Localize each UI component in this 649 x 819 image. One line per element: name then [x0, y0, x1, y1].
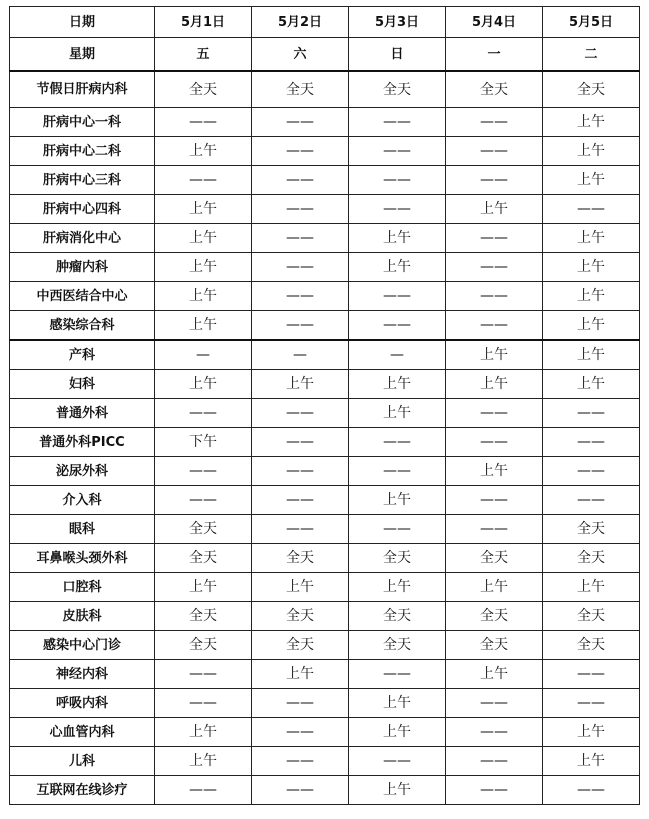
schedule-cell: —— — [543, 660, 640, 689]
schedule-cell: 上午 — [543, 166, 640, 195]
department-name: 普通外科 — [10, 399, 155, 428]
schedule-cell: 上午 — [349, 253, 446, 282]
schedule-cell: —— — [543, 195, 640, 224]
schedule-cell: 上午 — [543, 747, 640, 776]
schedule-cell: —— — [155, 660, 252, 689]
schedule-cell: —— — [155, 399, 252, 428]
schedule-cell: —— — [446, 399, 543, 428]
schedule-cell: 上午 — [155, 137, 252, 166]
schedule-cell: 全天 — [155, 544, 252, 573]
schedule-cell: 上午 — [252, 370, 349, 399]
department-name: 皮肤科 — [10, 602, 155, 631]
department-name: 介入科 — [10, 486, 155, 515]
schedule-cell: —— — [543, 428, 640, 457]
schedule-row — [10, 137, 640, 166]
weekday-header-cell: 日 — [349, 38, 446, 72]
department-name: 妇科 — [10, 370, 155, 399]
schedule-cell: 全天 — [252, 544, 349, 573]
schedule-cell: 上午 — [543, 108, 640, 137]
schedule-cell: —— — [155, 457, 252, 486]
schedule-cell: —— — [446, 718, 543, 747]
schedule-cell: —— — [252, 253, 349, 282]
schedule-cell: —— — [252, 718, 349, 747]
schedule-row — [10, 631, 640, 660]
schedule-row — [10, 108, 640, 137]
schedule-cell: 全天 — [543, 71, 640, 108]
schedule-row — [10, 544, 640, 573]
schedule-cell: —— — [252, 457, 349, 486]
schedule-row — [10, 689, 640, 718]
schedule-cell: —— — [349, 457, 446, 486]
schedule-cell: 上午 — [155, 195, 252, 224]
schedule-row — [10, 340, 640, 370]
schedule-cell: —— — [446, 486, 543, 515]
schedule-cell: 全天 — [543, 544, 640, 573]
schedule-cell: 上午 — [543, 718, 640, 747]
schedule-row — [10, 515, 640, 544]
schedule-cell: —— — [543, 486, 640, 515]
schedule-cell: —— — [446, 428, 543, 457]
schedule-cell: —— — [446, 776, 543, 805]
date-header-label: 日期 — [10, 7, 155, 38]
schedule-cell: 全天 — [155, 515, 252, 544]
schedule-row — [10, 282, 640, 311]
header-row-weekdays — [10, 38, 640, 72]
schedule-cell: —— — [252, 776, 349, 805]
department-name: 肝病消化中心 — [10, 224, 155, 253]
schedule-cell: 上午 — [349, 573, 446, 602]
schedule-cell: 上午 — [252, 573, 349, 602]
weekday-header-label: 星期 — [10, 38, 155, 72]
schedule-cell: 上午 — [252, 660, 349, 689]
schedule-cell: —— — [155, 776, 252, 805]
department-name: 肝病中心一科 — [10, 108, 155, 137]
schedule-cell: 全天 — [155, 602, 252, 631]
schedule-row — [10, 311, 640, 341]
schedule-cell: —— — [543, 776, 640, 805]
schedule-row — [10, 457, 640, 486]
schedule-cell: 全天 — [349, 71, 446, 108]
schedule-cell: —— — [155, 486, 252, 515]
schedule-row — [10, 602, 640, 631]
schedule-row — [10, 660, 640, 689]
schedule-cell: 上午 — [349, 776, 446, 805]
schedule-cell: 全天 — [446, 631, 543, 660]
department-name: 呼吸内科 — [10, 689, 155, 718]
schedule-cell: —— — [446, 311, 543, 341]
schedule-cell: —— — [252, 747, 349, 776]
schedule-cell: 上午 — [349, 370, 446, 399]
schedule-cell: 上午 — [349, 689, 446, 718]
schedule-cell: 上午 — [155, 311, 252, 341]
schedule-cell: —— — [155, 689, 252, 718]
schedule-cell: —— — [252, 399, 349, 428]
schedule-cell: 上午 — [349, 486, 446, 515]
schedule-cell: 全天 — [349, 631, 446, 660]
schedule-cell: —— — [349, 428, 446, 457]
schedule-row — [10, 399, 640, 428]
schedule-cell: 下午 — [155, 428, 252, 457]
schedule-cell: 上午 — [155, 224, 252, 253]
schedule-cell: —— — [349, 747, 446, 776]
department-name: 肿瘤内科 — [10, 253, 155, 282]
department-name: 节假日肝病内科 — [10, 71, 155, 108]
schedule-row — [10, 71, 640, 108]
schedule-row — [10, 166, 640, 195]
schedule-cell: —— — [252, 108, 349, 137]
schedule-cell: —— — [446, 747, 543, 776]
schedule-row — [10, 573, 640, 602]
weekday-header-cell: 一 — [446, 38, 543, 72]
schedule-cell: 上午 — [446, 195, 543, 224]
schedule-cell: 全天 — [349, 544, 446, 573]
schedule-cell: —— — [252, 195, 349, 224]
schedule-cell: 上午 — [543, 253, 640, 282]
schedule-cell: —— — [252, 689, 349, 718]
department-name: 中西医结合中心 — [10, 282, 155, 311]
schedule-cell: 上午 — [543, 370, 640, 399]
schedule-cell: 全天 — [446, 71, 543, 108]
schedule-cell: —— — [252, 515, 349, 544]
schedule-cell: —— — [252, 311, 349, 341]
schedule-cell: —— — [155, 166, 252, 195]
schedule-row — [10, 776, 640, 805]
schedule-cell: 上午 — [543, 340, 640, 370]
weekday-header-cell: 六 — [252, 38, 349, 72]
date-header-cell: 5月1日 — [155, 7, 252, 38]
weekday-header-cell: 二 — [543, 38, 640, 72]
department-name: 泌尿外科 — [10, 457, 155, 486]
schedule-cell: —— — [252, 486, 349, 515]
schedule-cell: —— — [446, 515, 543, 544]
department-name: 产科 — [10, 340, 155, 370]
schedule-cell: 上午 — [155, 370, 252, 399]
schedule-cell: 全天 — [543, 631, 640, 660]
schedule-cell: 全天 — [349, 602, 446, 631]
schedule-cell: —— — [543, 457, 640, 486]
schedule-cell: —— — [446, 108, 543, 137]
department-name: 肝病中心四科 — [10, 195, 155, 224]
date-header-cell: 5月3日 — [349, 7, 446, 38]
schedule-row — [10, 253, 640, 282]
schedule-cell: 上午 — [349, 718, 446, 747]
department-name: 口腔科 — [10, 573, 155, 602]
schedule-row — [10, 747, 640, 776]
schedule-cell: — — [155, 340, 252, 370]
department-name: 心血管内科 — [10, 718, 155, 747]
schedule-cell: —— — [543, 689, 640, 718]
schedule-cell: 上午 — [446, 370, 543, 399]
date-header-cell: 5月2日 — [252, 7, 349, 38]
schedule-cell: 上午 — [155, 253, 252, 282]
schedule-cell: 全天 — [252, 602, 349, 631]
schedule-cell: —— — [155, 108, 252, 137]
department-name: 眼科 — [10, 515, 155, 544]
schedule-cell: —— — [252, 282, 349, 311]
schedule-cell: 上午 — [155, 573, 252, 602]
schedule-cell: —— — [446, 282, 543, 311]
weekday-header-cell: 五 — [155, 38, 252, 72]
schedule-row — [10, 718, 640, 747]
schedule-cell: —— — [252, 224, 349, 253]
schedule-cell: 上午 — [155, 747, 252, 776]
department-name: 神经内科 — [10, 660, 155, 689]
schedule-cell: 全天 — [155, 71, 252, 108]
schedule-cell: 全天 — [446, 602, 543, 631]
schedule-cell: 上午 — [543, 224, 640, 253]
schedule-cell: —— — [446, 137, 543, 166]
schedule-cell: 全天 — [543, 515, 640, 544]
schedule-cell: —— — [446, 689, 543, 718]
header-row-dates — [10, 7, 640, 38]
schedule-cell: —— — [349, 166, 446, 195]
schedule-cell: 上午 — [349, 224, 446, 253]
schedule-cell: 全天 — [543, 602, 640, 631]
department-name: 肝病中心三科 — [10, 166, 155, 195]
schedule-cell: 上午 — [543, 311, 640, 341]
schedule-row — [10, 486, 640, 515]
schedule-cell: — — [349, 340, 446, 370]
schedule-row — [10, 428, 640, 457]
schedule-cell: 上午 — [543, 137, 640, 166]
schedule-cell: 上午 — [349, 399, 446, 428]
schedule-cell: —— — [349, 195, 446, 224]
schedule-cell: 全天 — [155, 631, 252, 660]
schedule-row — [10, 224, 640, 253]
department-name: 互联网在线诊疗 — [10, 776, 155, 805]
schedule-cell: —— — [349, 137, 446, 166]
department-name: 普通外科PICC — [10, 428, 155, 457]
date-header-cell: 5月4日 — [446, 7, 543, 38]
schedule-cell: —— — [349, 108, 446, 137]
schedule-cell: — — [252, 340, 349, 370]
schedule-cell: 上午 — [155, 718, 252, 747]
schedule-cell: 上午 — [543, 573, 640, 602]
schedule-table-body — [10, 7, 640, 805]
schedule-cell: 上午 — [543, 282, 640, 311]
schedule-cell: 上午 — [446, 457, 543, 486]
schedule-cell: —— — [349, 660, 446, 689]
schedule-cell: —— — [252, 137, 349, 166]
department-name: 耳鼻喉头颈外科 — [10, 544, 155, 573]
schedule-cell: —— — [349, 311, 446, 341]
schedule-cell: —— — [446, 253, 543, 282]
department-name: 儿科 — [10, 747, 155, 776]
date-header-cell: 5月5日 — [543, 7, 640, 38]
holiday-clinic-schedule-table — [9, 6, 640, 805]
schedule-cell: —— — [446, 166, 543, 195]
department-name: 感染中心门诊 — [10, 631, 155, 660]
schedule-cell: 全天 — [252, 71, 349, 108]
department-name: 肝病中心二科 — [10, 137, 155, 166]
schedule-cell: —— — [349, 515, 446, 544]
schedule-cell: —— — [252, 166, 349, 195]
schedule-cell: —— — [543, 399, 640, 428]
schedule-cell: 全天 — [252, 631, 349, 660]
department-name: 感染综合科 — [10, 311, 155, 341]
schedule-cell: —— — [446, 224, 543, 253]
schedule-row — [10, 370, 640, 399]
schedule-cell: 上午 — [446, 340, 543, 370]
schedule-row — [10, 195, 640, 224]
schedule-cell: 上午 — [155, 282, 252, 311]
schedule-cell: —— — [349, 282, 446, 311]
schedule-cell: 上午 — [446, 660, 543, 689]
schedule-cell: 全天 — [446, 544, 543, 573]
schedule-cell: —— — [252, 428, 349, 457]
schedule-cell: 上午 — [446, 573, 543, 602]
